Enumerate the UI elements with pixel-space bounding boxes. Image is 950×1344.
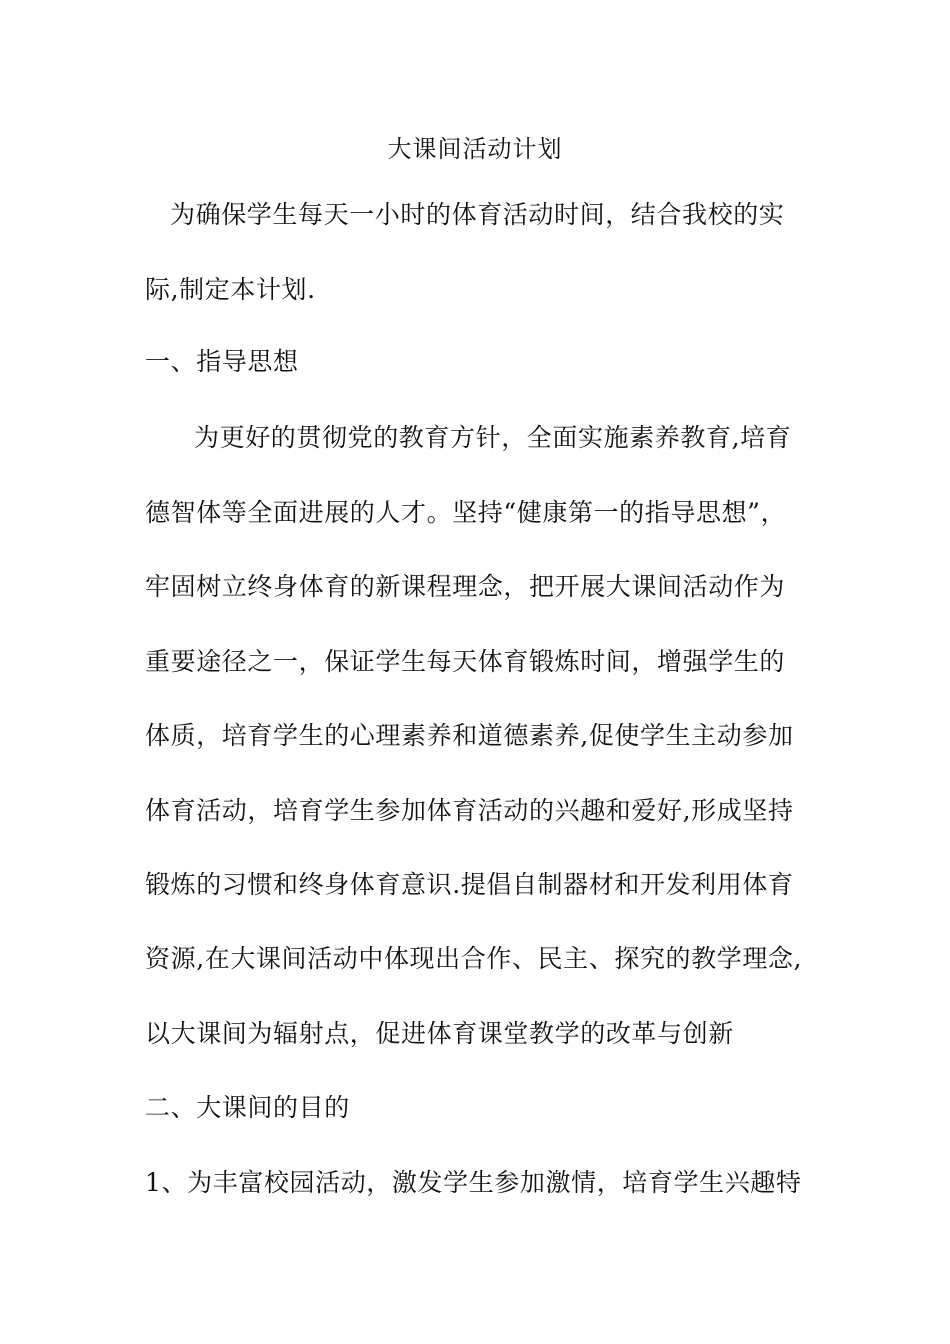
paragraph-line-12: 1、为丰富校园活动，激发学生参加激情，培育学生兴趣特 bbox=[145, 1168, 802, 1197]
paragraph-line-11: 以大课间为辐射点，促进体育课堂教学的改革与创新 bbox=[145, 1019, 734, 1048]
paragraph-line-4: 德智体等全面进展的人才。坚持“健康第一的指导思想”， bbox=[145, 498, 787, 527]
paragraph-line-1: 为确保学生每天一小时的体育活动时间，结合我校的实 bbox=[170, 200, 785, 229]
paragraph-line-9: 锻炼的习惯和终身体育意识.提倡自制器材和开发利用体育 bbox=[145, 870, 794, 899]
paragraph-line-8: 体育活动，培育学生参加体育活动的兴趣和爱好,形成坚持 bbox=[145, 796, 794, 825]
paragraph-line-2: 际,制定本计划. bbox=[145, 275, 316, 304]
section-heading-1: 一、指导思想 bbox=[145, 347, 299, 376]
paragraph-line-3: 为更好的贯彻党的教育方针，全面实施素养教育,培育 bbox=[194, 423, 792, 452]
paragraph-line-6: 重要途径之一，保证学生每天体育锻炼时间，增强学生的 bbox=[145, 647, 786, 676]
section-heading-2: 二、大课间的目的 bbox=[145, 1093, 350, 1122]
paragraph-line-10: 资源,在大课间活动中体现出合作、民主、探究的教学理念, bbox=[145, 944, 803, 973]
paragraph-line-5: 牢固树立终身体育的新课程理念，把开展大课间活动作为 bbox=[145, 572, 786, 601]
paragraph-line-7: 体质，培育学生的心理素养和道德素养,促使学生主动参加 bbox=[145, 721, 794, 750]
document-title: 大课间活动计划 bbox=[387, 135, 563, 163]
